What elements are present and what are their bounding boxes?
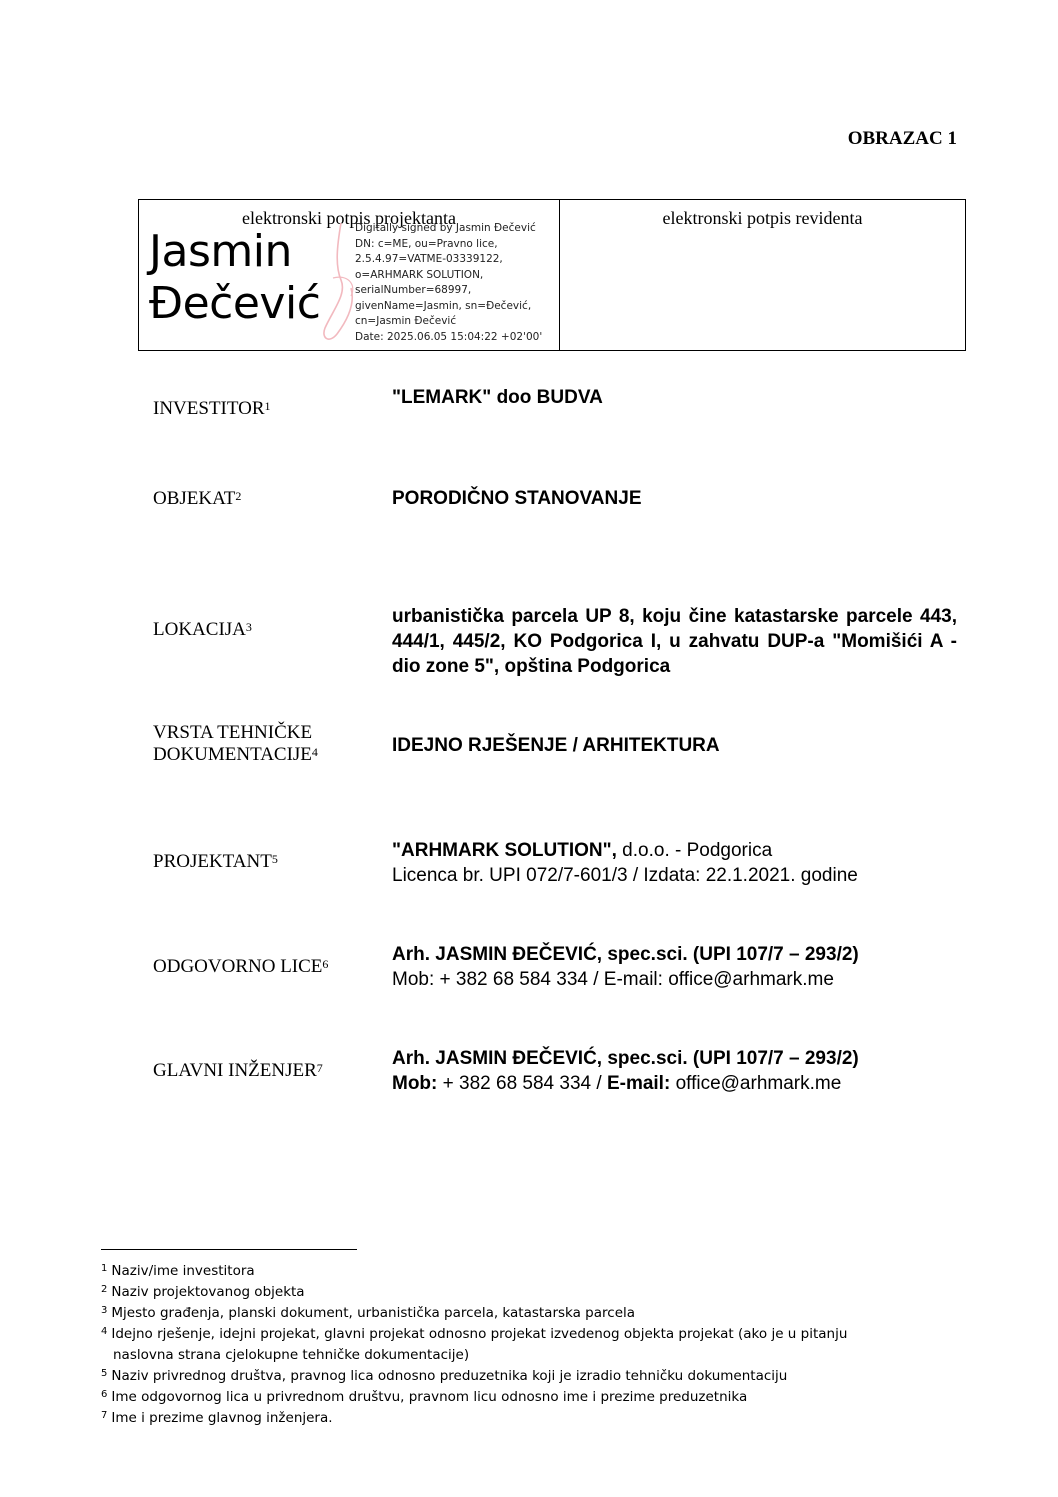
footnote-ref-6: 6 <box>322 957 329 971</box>
footnote-ref-7: 7 <box>316 1061 323 1075</box>
location-label: LOKACIJA$^3$ <box>153 619 252 640</box>
chief-engineer-value <box>392 1046 957 1096</box>
signature-box <box>138 199 966 351</box>
footnote-item: $^2$ Naziv projektovanog objekta <box>101 1284 305 1300</box>
footnote-ref-3: 3 <box>245 620 252 634</box>
footnote-separator <box>101 1249 357 1250</box>
footnotes <box>101 1261 847 1429</box>
doc-type-value: IDEJNO RJEŠENJE / ARHITEKTURA <box>392 735 720 756</box>
chief-engineer-contact: Mob: + 382 68 584 334 / E-mail: office@arhmark.me <box>392 1073 842 1094</box>
investor-value: "LEMARK" doo BUDVA <box>392 387 603 408</box>
footnote-item: $^1$ Naziv/ime investitora <box>101 1263 255 1279</box>
chief-engineer-label: GLAVNI INŽENJER$^7$ <box>153 1060 323 1081</box>
form-number: OBRAZAC 1 <box>847 128 957 149</box>
designer-license: Licenca br. UPI 072/7-601/3 / Izdata: 22.1.2021. godine <box>392 865 858 886</box>
footnote-item: $^6$ Ime odgovornog lica u privrednom društvu, pravnom licu odnosno ime i prezime preduzetnika <box>101 1389 748 1405</box>
footnote-ref-2: 2 <box>235 489 242 503</box>
footnote-item: $^4$ Idejno rješenje, idejni projekat, glavni projekat odnosno projekat izvedenog objekta projekat (ako je u pitanju <box>101 1326 848 1342</box>
footnote-ref-4: 4 <box>311 745 318 759</box>
location-value: urbanistička parcela UP 8, koju čine katastarske parcele 443, 444/1, 445/2, KO Podgorica I, u zahvatu DUP-a "Momišići A - dio zone 5", opština Podgorica <box>392 606 957 677</box>
footnote-item-continuation: naslovna strana cjelokupne tehničke dokumentacije) <box>113 1347 470 1363</box>
investor-label: INVESTITOR$^1$ <box>153 398 271 419</box>
footnote-item: $^3$ Mjesto građenja, planski dokument, urbanistička parcela, katastarska parcela <box>101 1305 636 1321</box>
footnote-item: $^5$ Naziv privrednog društva, pravnog lica odnosno preduzetnika koji je izradio tehničku dokumentaciju <box>101 1368 788 1384</box>
designer-company: "ARHMARK SOLUTION", <box>392 840 617 861</box>
doc-type-label: VRSTA TEHNIČKE DOKUMENTACIJE$^4$ <box>153 722 318 765</box>
designer-signature-caption: elektronski potpis projektanta <box>242 208 456 228</box>
responsible-name: Arh. JASMIN ĐEČEVIĆ, spec.sci. (UPI 107/7 – 293/2) <box>392 944 859 965</box>
designer-label: PROJEKTANT$^5$ <box>153 851 278 872</box>
object-label: OBJEKAT$^2$ <box>153 488 242 509</box>
signer-name: Jasmin Đečević <box>149 226 321 329</box>
footnote-ref-5: 5 <box>271 852 278 866</box>
footnote-ref-1: 1 <box>264 399 271 413</box>
footnote-item: $^7$ Ime i prezime glavnog inženjera. <box>101 1410 333 1426</box>
responsible-contact: Mob: + 382 68 584 334 / E-mail: office@arhmark.me <box>392 969 834 990</box>
chief-engineer-name: Arh. JASMIN ĐEČEVIĆ, spec.sci. (UPI 107/7 – 293/2) <box>392 1048 859 1069</box>
responsible-label: ODGOVORNO LICE$^6$ <box>153 956 329 977</box>
digital-signature-details: Digitally signed by Jasmin Đečević DN: c=ME, ou=Pravno lice, 2.5.4.97=VATME-03339122, o=ARHMARK SOLUTION, serialNumber=68997, givenName=Jasmin, sn=Đečević, cn=Jasmin Đečević Date: 2025.06.05 15:04:22 +02'00' <box>355 222 543 343</box>
designer-value <box>392 838 957 888</box>
reviewer-signature-caption: elektronski potpis revidenta <box>662 208 863 228</box>
responsible-value <box>392 942 957 992</box>
designer-company-suffix: d.o.o. - Podgorica <box>616 840 773 861</box>
object-value: PORODIČNO STANOVANJE <box>392 488 642 509</box>
